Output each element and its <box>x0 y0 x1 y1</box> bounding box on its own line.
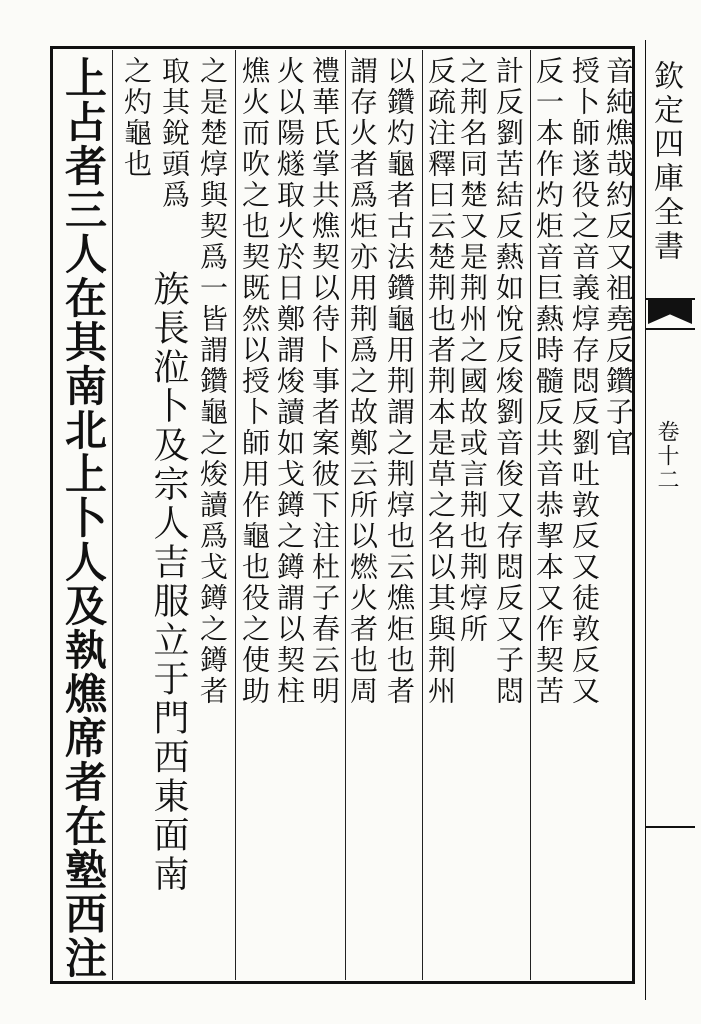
fish-tail-line-bottom <box>645 328 695 330</box>
text-column-5: 燋火而吹之也契既然以授卜師用作龜也役之使助 <box>238 56 271 707</box>
text-column-16: 族長涖卜及宗人吉服立于門西東面南 <box>150 270 186 970</box>
text-column-10: 反疏注釋曰云楚荆也者荆本是草之名以其與荆州 <box>424 56 457 707</box>
column-rule <box>530 50 531 980</box>
column-rule <box>235 50 236 980</box>
series-title: 欽定四庫全書 <box>648 60 683 264</box>
text-column-3: 取其銳頭爲 <box>158 56 191 211</box>
text-column-11: 之荆名同楚又是荆州之國故或言荆也荆焞所 <box>456 56 489 645</box>
margin-divider <box>645 826 695 828</box>
text-column-7: 禮華氏掌共燋契以待卜事者案彼下注杜子春云明 <box>308 56 341 707</box>
text-column-6: 火以陽燧取火於日鄭謂焌讀如戈鐏之鐏謂以契柱 <box>273 56 306 707</box>
text-column-12: 計反劉苦結反爇如悅反焌劉音俊又存悶反又子悶 <box>492 56 525 707</box>
text-column-13: 反一本作灼炬音巨爇時髓反共音恭挈本又作契苦 <box>532 56 565 707</box>
column-rule <box>422 50 423 980</box>
text-column-2: 之灼龜也 <box>120 56 153 180</box>
text-column-8: 謂存火者爲炬亦用荆爲之故鄭云所以燃火者也周 <box>346 56 379 707</box>
text-column-4: 之是楚焞與契爲一皆謂鑽龜之焌讀爲戈鐏之鐏者 <box>196 56 229 707</box>
text-column-1: 上占者三人在其南北上卜人及執燋席者在塾西注 <box>59 56 108 980</box>
column-rule <box>112 50 113 980</box>
volume-label: 卷十二 <box>654 420 679 492</box>
fish-tail-line-top <box>645 298 695 300</box>
text-column-15: 音純燋哉約反又祖堯反鑽子官 <box>602 56 635 459</box>
text-column-9: 以鑽灼龜者古法鑽龜用荆謂之荆焞也云燋炬也者 <box>383 56 416 707</box>
text-column-14: 授卜師遂役之音義焞存悶反劉吐敦反又徒敦反又 <box>568 56 601 707</box>
